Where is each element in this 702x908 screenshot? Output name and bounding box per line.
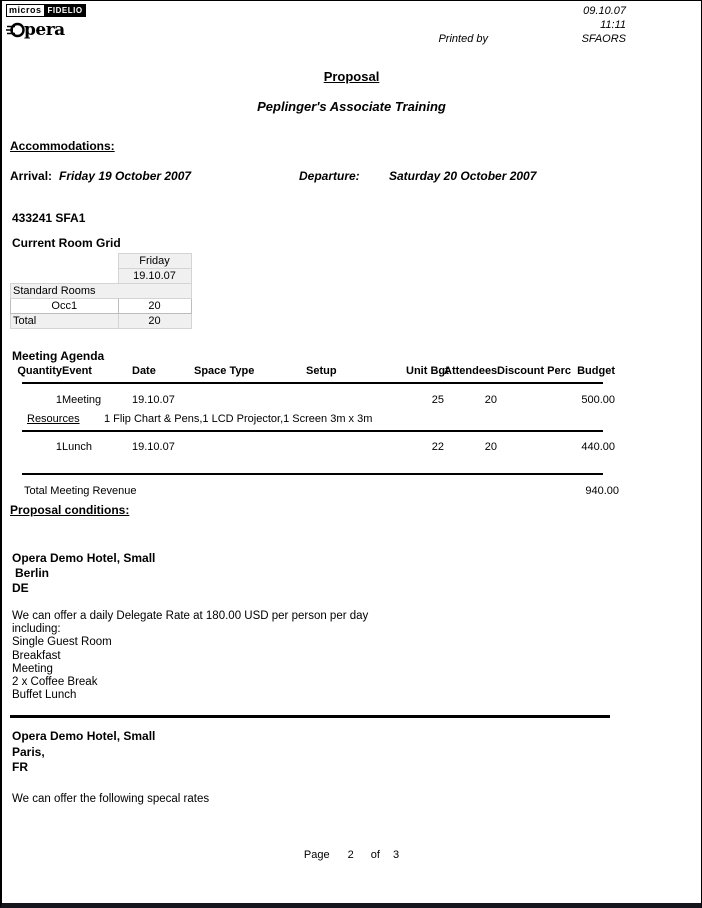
print-time: 11:11	[600, 19, 626, 31]
fidelio-logo-text: FIDELIO	[45, 4, 86, 17]
col-quantity: Quantity	[17, 365, 62, 377]
cell-date: 19.10.07	[132, 441, 175, 453]
col-unit-bgt: Unit Bgt	[406, 365, 449, 377]
offer-line: Breakfast	[12, 649, 61, 662]
cell-discount	[497, 441, 559, 453]
resources-label: Resources	[27, 413, 80, 425]
agenda-header-rule	[22, 382, 603, 384]
col-setup: Setup	[306, 365, 337, 377]
room-grid-section-row	[11, 284, 192, 299]
micros-fidelio-logo	[6, 4, 86, 17]
room-grid-day-row	[11, 254, 192, 269]
table-row	[10, 394, 615, 406]
agenda-row-rule	[22, 430, 603, 432]
hotel-city: Paris,	[12, 744, 45, 759]
offer-line: Buffet Lunch	[12, 689, 77, 702]
offer-line: including:	[12, 623, 61, 636]
hotel-country: DE	[12, 581, 29, 595]
page-footer	[2, 849, 701, 861]
meeting-agenda-row1	[10, 394, 615, 406]
room-grid-heading: Current Room Grid	[12, 236, 121, 250]
cell-quantity: 1	[55, 394, 62, 406]
hotel-name: Opera Demo Hotel, Small	[12, 551, 156, 565]
printed-by-value: SFAORS	[581, 33, 626, 45]
room-grid-table	[10, 253, 192, 329]
cell-setup	[306, 441, 406, 453]
table-row	[10, 441, 615, 453]
offer-line: 2 x Coffee Break	[12, 676, 98, 689]
opera-logo	[6, 20, 86, 40]
total-revenue-value: 940.00	[585, 485, 619, 497]
cell-space-type	[194, 394, 306, 406]
total-revenue-row	[24, 485, 619, 497]
hotel-block-berlin	[12, 551, 701, 596]
section-divider	[10, 715, 610, 718]
cell-attendees: 20	[484, 441, 497, 453]
offer-line: Meeting	[12, 662, 53, 675]
cell-unit-bgt: 25	[431, 394, 444, 406]
offer-details-berlin	[12, 610, 701, 702]
meeting-agenda-row2	[10, 441, 615, 453]
cell-quantity: 1	[55, 441, 62, 453]
room-grid-occ-label: Occ1	[11, 299, 119, 314]
resources-row	[27, 413, 701, 425]
accommodations-heading: Accommodations:	[10, 139, 115, 153]
col-event: Event	[62, 365, 92, 377]
page-total: 3	[392, 849, 400, 861]
offer-line: We can offer a daily Delegate Rate at 180.00 USD per person per day	[12, 610, 369, 622]
col-space-type: Space Type	[194, 365, 255, 377]
document-subtitle: Peplinger's Associate Training	[257, 99, 446, 114]
cell-date: 19.10.07	[132, 394, 175, 406]
room-grid-day: Friday	[118, 254, 191, 269]
col-discount-perc: Discount Perc	[497, 365, 571, 377]
hotel-city: Berlin	[15, 566, 50, 580]
report-header	[2, 1, 701, 61]
cell-budget: 440.00	[581, 441, 615, 453]
offer-line: Single Guest Room	[12, 636, 112, 649]
cell-setup	[306, 394, 406, 406]
cell-budget: 500.00	[581, 394, 615, 406]
room-grid-section-label: Standard Rooms	[11, 284, 192, 299]
table-row	[11, 299, 192, 314]
opera-logo-text: pera	[24, 20, 65, 40]
hotel-name: Opera Demo Hotel, Small	[12, 729, 156, 744]
vendor-logo	[6, 4, 86, 40]
page-label: Page	[303, 849, 330, 861]
agenda-total-rule	[22, 473, 603, 475]
table-row	[11, 314, 192, 329]
departure-value: Saturday 20 October 2007	[389, 169, 537, 183]
arrival-departure-row	[10, 169, 701, 183]
total-revenue-label: Total Meeting Revenue	[24, 485, 137, 497]
proposal-conditions-heading: Proposal conditions:	[10, 503, 130, 517]
hotel-block-paris	[12, 729, 701, 776]
page-of-label: of	[370, 849, 380, 861]
room-grid-date-row	[11, 269, 192, 284]
micros-logo-text: micros	[6, 4, 45, 17]
cell-space-type	[194, 441, 306, 453]
meeting-agenda-table	[10, 365, 615, 377]
col-date: Date	[132, 365, 156, 377]
hotel-country: FR	[12, 760, 28, 775]
col-budget: Budget	[577, 365, 615, 377]
offer-details-paris	[12, 793, 701, 806]
cell-unit-bgt: 22	[431, 441, 444, 453]
col-attendees: Attendees	[444, 365, 498, 377]
page-number: 2	[347, 849, 354, 861]
offer-line: We can offer the following specal rates	[12, 792, 210, 805]
meeting-agenda-heading: Meeting Agenda	[12, 349, 105, 363]
document-title: Proposal	[323, 69, 380, 84]
print-info	[366, 5, 626, 47]
opera-swirl-icon	[6, 20, 26, 40]
arrival-label: Arrival:	[10, 169, 53, 183]
meeting-agenda-header-row	[10, 365, 615, 377]
room-grid-total-value: 20	[118, 314, 191, 329]
room-grid-occ-value: 20	[118, 299, 191, 314]
cell-attendees: 20	[484, 394, 497, 406]
cell-event: Lunch	[62, 441, 92, 453]
departure-label: Departure:	[299, 169, 360, 183]
printed-by-label: Printed by	[438, 33, 488, 45]
cell-discount	[497, 394, 559, 406]
arrival-value: Friday 19 October 2007	[59, 169, 192, 183]
print-date: 09.10.07	[583, 5, 626, 17]
booking-id: 433241 SFA1	[12, 211, 86, 225]
room-grid-date: 19.10.07	[118, 269, 191, 284]
room-grid-total-label: Total	[11, 314, 119, 329]
resources-value: 1 Flip Chart & Pens,1 LCD Projector,1 Screen 3m x 3m	[104, 413, 373, 425]
cell-event: Meeting	[62, 394, 102, 406]
